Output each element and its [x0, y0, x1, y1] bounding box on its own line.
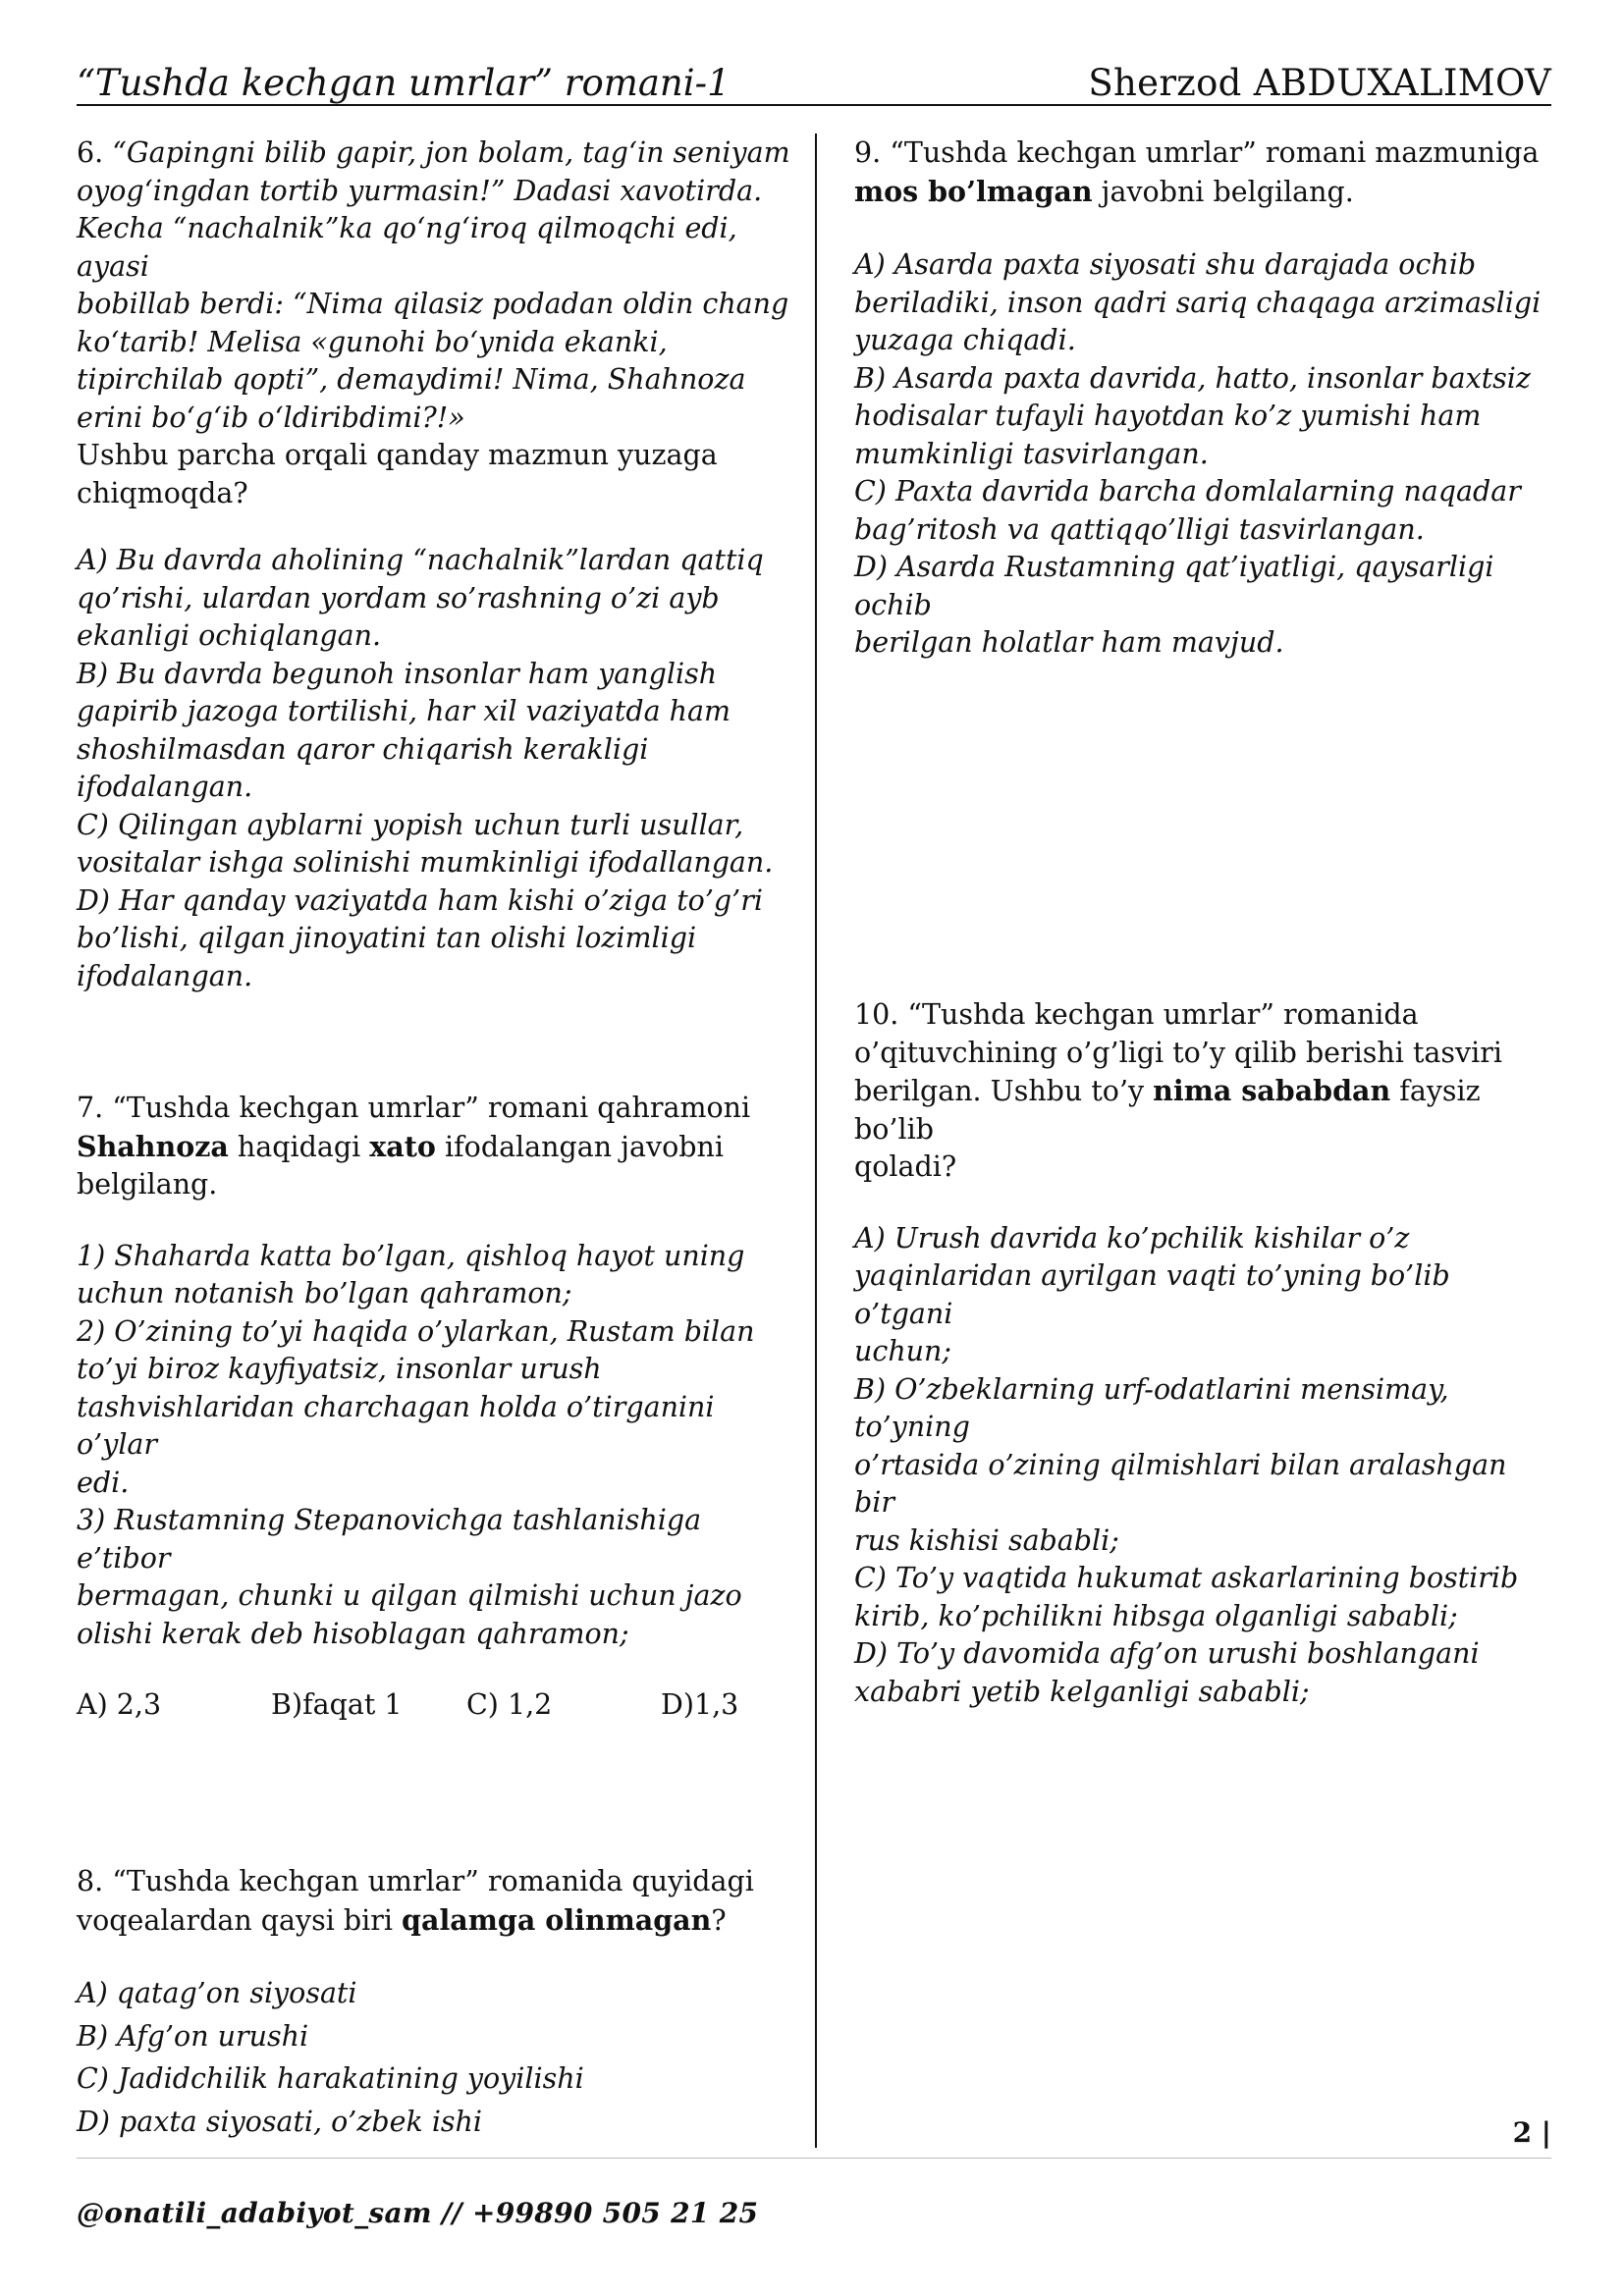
question-6-option-d: D) Har qanday vaziyatda ham kishi o’ziga to’g’ri bo’lishi, qilgan jinoyatini tan olishi lozimligi ifodalangan.	[77, 883, 763, 992]
question-6-quote: 6. “Gapingni bilib gapir, jon bolam, tag‘in seniyam oyog‘ingdan tortib yurmasin!” Dadasi xavotirda. Kecha “nachalnik”ka qo‘ng‘iroq qilmoqchi edi, ayasi bobillab berdi: “Nima qilasiz podadan oldin chang ko‘tarib! Melisa «gunohi bo‘ynida ekanki, tipirchilab qopti”, demaydimi! Nima, Shahnoza erini bo‘g‘ib o‘ldiribdimi?!»	[77, 136, 790, 434]
question-7-answer-d: D)1,3	[661, 1688, 739, 1721]
question-6-prompt: Ushbu parcha orqali qanday mazmun yuzaga chiqmoqda?	[77, 439, 718, 509]
question-8-prompt: 8. “Tushda kechgan umrlar” romanida quyidagi voqealardan qaysi biri qalamga olinmagan?	[77, 1865, 754, 1937]
question-7	[77, 1090, 793, 1726]
question-7-statement-1: 1) Shaharda katta bo’lgan, qishloq hayot uning uchun notanish bo’lgan qahramon;	[77, 1239, 745, 1309]
column-divider	[815, 133, 817, 2148]
question-6-option-b: B) Bu davrda begunoh insonlar ham yanglish gapirib jazoga tortilishi, har xil vaziyatda ham shoshilmasdan qaror chiqarish kerakligi ifodalangan.	[77, 657, 731, 803]
footer-rule	[77, 2158, 1551, 2159]
question-9-option-d: D) Asarda Rustamning qat’iyatligi, qaysarligi ochib berilgan holatlar ham mavjud.	[854, 551, 1494, 659]
question-9-prompt: 9. “Tushda kechgan umrlar” romani mazmuniga mos bo’lmagan javobni belgilang.	[854, 136, 1540, 208]
question-8-option-a: A) qatag’on siyosati	[77, 1977, 357, 2009]
question-10-option-d: D) To’y davomida afg’on urushi boshlangani xababri yetib kelganligi sababli;	[854, 1637, 1480, 1708]
question-10-option-b: B) O’zbeklarning urf-odatlarini mensimay, to’yning o’rtasida o’zining qilmishlari bilan aralashgan bir rus kishisi sababli;	[854, 1372, 1507, 1557]
question-6-option-a: A) Bu davrda aholining “nachalnik”lardan qattiq qo’rishi, ulardan yordam so’rashning o’zi ayb ekanligi ochiqlangan.	[77, 544, 764, 652]
question-8-option-d: D) paxta siyosati, o’zbek ishi	[77, 2105, 483, 2138]
question-8-option-c: C) Jadidchilik harakatining yoyilishi	[77, 2062, 584, 2095]
question-10-prompt: 10. “Tushda kechgan umrlar” romanida o’qituvchining o’g’ligi to’y qilib berishi tasviri berilgan. Ushbu to’y nima sababdan faysiz bo’lib qoladi?	[854, 998, 1502, 1183]
question-9-option-a: A) Asarda paxta siyosati shu darajada ochib beriladiki, inson qadri sariq chaqaga arzimasligi yuzaga chiqadi.	[854, 248, 1542, 356]
question-7-answers	[77, 1686, 793, 1726]
question-9	[854, 134, 1551, 663]
question-10-option-a: A) Urush davrida ko’pchilik kishilar o’z yaqinlaridan ayrilgan vaqti to’yning bo’lib o’tgani uchun;	[854, 1221, 1450, 1367]
page-number: 2 |	[1512, 2116, 1551, 2149]
question-9-option-b: B) Asarda paxta davrida, hatto, insonlar baxtsiz hodisalar tufayli hayotdan ko’z yumishi ham mumkinligi tasvirlangan.	[854, 361, 1531, 470]
question-8	[77, 1863, 793, 2141]
right-column	[854, 134, 1551, 1708]
question-6-option-c: C) Qilingan ayblarni yopish uchun turli usullar, vositalar ishga solinishi mumkinligi ifodallangan.	[77, 808, 774, 879]
footer-contact: @onatili_adabiyot_sam // +99890 505 21 25	[77, 2197, 759, 2229]
question-6	[77, 134, 793, 995]
document-title: “Tushda kechgan umrlar” romani-1	[77, 62, 731, 104]
question-7-prompt: 7. “Tushda kechgan umrlar” romani qahramoni Shahnoza haqidagi xato ifodalangan javobni belgilang.	[77, 1092, 751, 1201]
question-7-statement-2: 2) O’zining to’yi haqida o’ylarkan, Rustam bilan to’yi biroz kayfiyatsiz, insonlar urush tashvishlaridan charchagan holda o’tirganini o’ylar edi.	[77, 1314, 755, 1499]
question-7-answer-b: B)faqat 1	[271, 1688, 403, 1721]
left-column	[77, 134, 793, 2146]
question-7-statement-3: 3) Rustamning Stepanovichga tashlanishiga e’tibor bermagan, chunki u qilgan qilmishi uchun jazo olishi kerak deb hisoblagan qahramon;	[77, 1504, 742, 1650]
question-9-option-c: C) Paxta davrida barcha domlalarning naqadar bag’ritosh va qattiqqo’lligi tasvirlangan.	[854, 475, 1521, 546]
question-7-answer-c: C) 1,2	[466, 1688, 553, 1721]
author-name: Sherzod ABDUXALIMOV	[1088, 62, 1551, 104]
page-header	[77, 59, 1551, 106]
question-10-option-c: C) To’y vaqtida hukumat askarlarining bostirib kirib, ko’pchilikni hibsga olganligi sababli;	[854, 1562, 1519, 1632]
question-7-answer-a: A) 2,3	[77, 1688, 162, 1721]
question-8-option-b: B) Afg’on urushi	[77, 2019, 309, 2053]
question-10	[854, 996, 1551, 1711]
